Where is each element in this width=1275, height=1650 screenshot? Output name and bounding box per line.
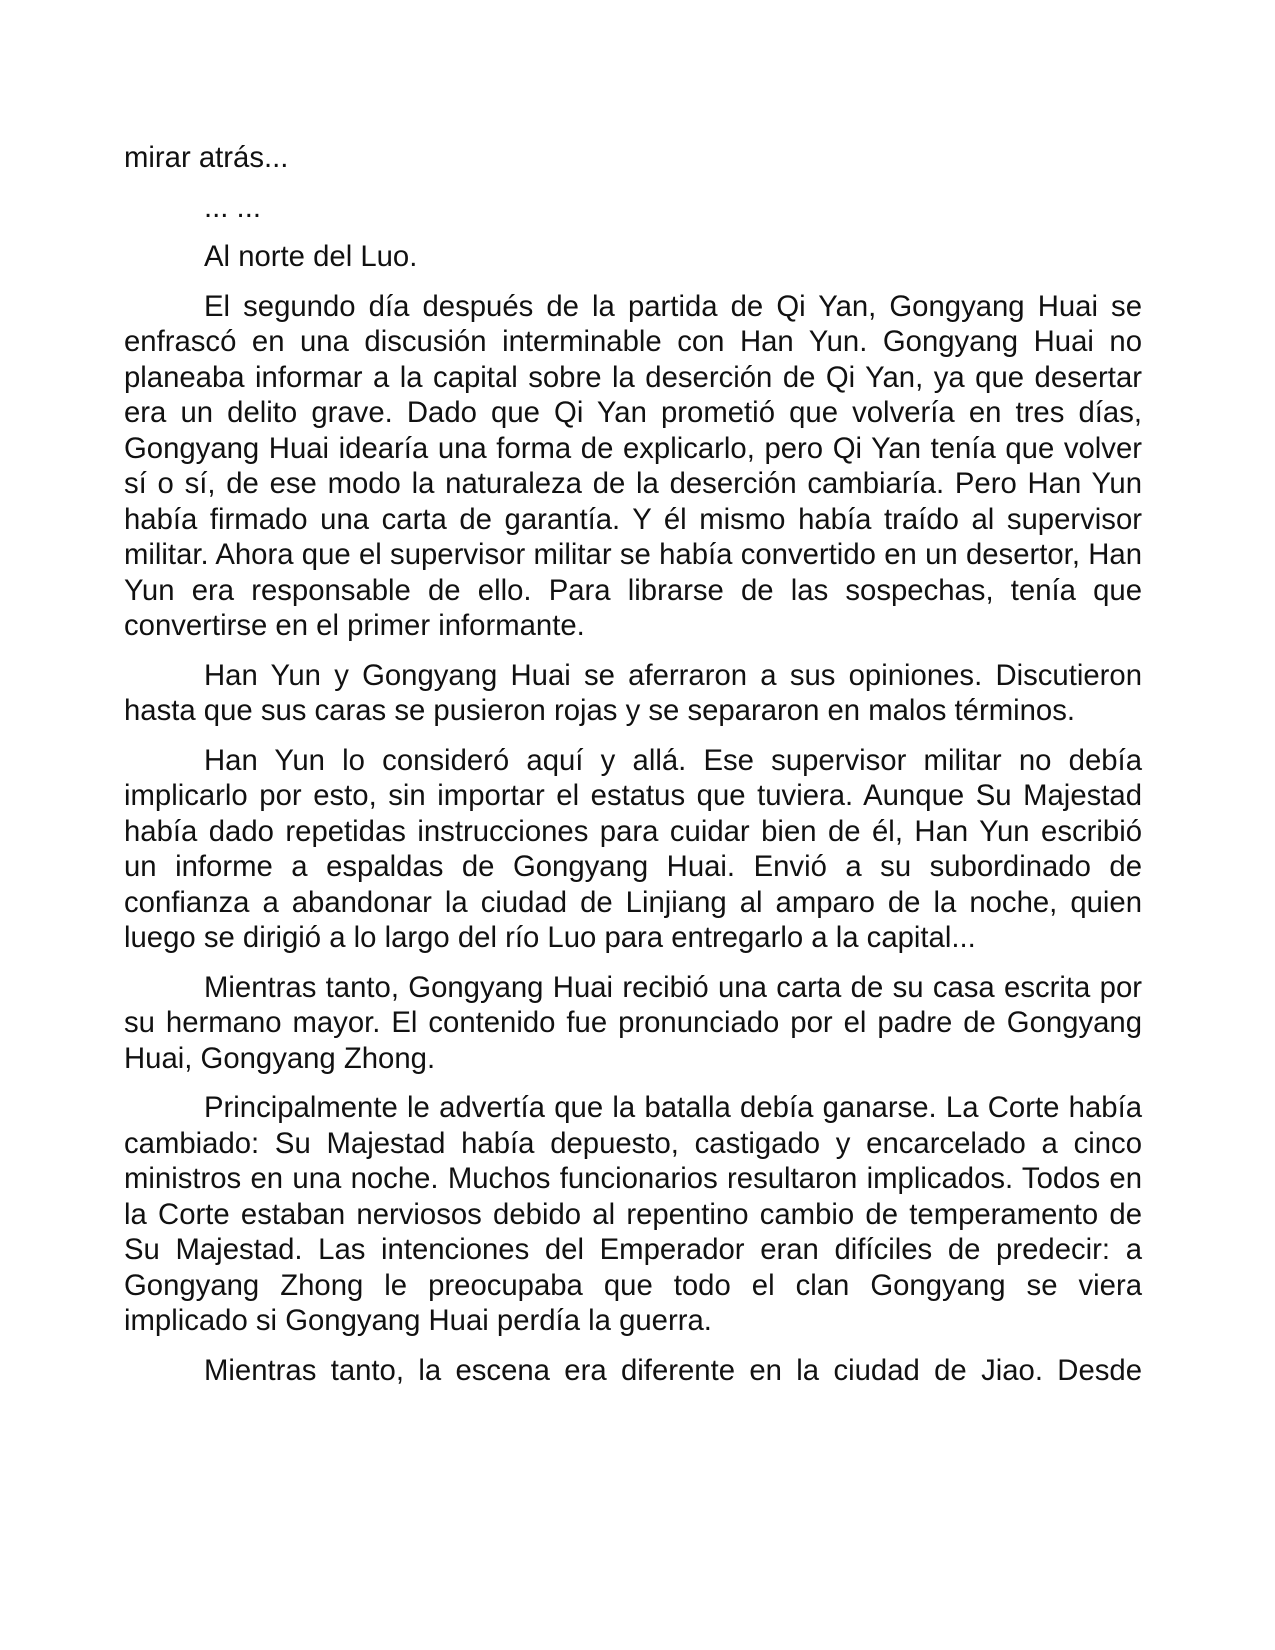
paragraph-truncated: Mientras tanto, la escena era diferente en la ciudad de Jiao. Desde — [204, 1353, 1142, 1387]
paragraph: Han Yun lo consideró aquí y allá. Ese supervisor militar no debía implicarlo por esto, sin importar el estatus que tuviera. Aunque Su Majestad había dado repetidas instrucciones para cuidar bien de él, Han Yun escribió un informe a espaldas de Gongyang Huai. Envió a su subordinado de confianza a abandonar la ciudad de Linjiang al amparo de la noche, quien luego se dirigió a lo largo del río Luo para entregarlo a la capital... — [124, 743, 1142, 954]
paragraph: Principalmente le advertía que la batalla debía ganarse. La Corte había cambiado: Su Majestad había depuesto, castigado y encarcelado a cinco ministros en una noche. Muchos funcionarios resultaron implicados. Todos en la Corte estaban nerviosos debido al repentino cambio de temperamento de Su Majestad. Las intenciones del Emperador eran difíciles de predecir: a Gongyang Zhong le preocupaba que todo el clan Gongyang se viera implicado si Gongyang Huai perdía la guerra. — [124, 1091, 1142, 1337]
text-body — [124, 140, 1142, 1402]
paragraph: El segundo día después de la partida de Qi Yan, Gongyang Huai se enfrascó en una discusión interminable con Han Yun. Gongyang Huai no planeaba informar a la capital sobre la deserción de Qi Yan, ya que desertar era un delito grave. Dado que Qi Yan prometió que volvería en tres días, Gongyang Huai idearía una forma de explicarlo, pero Qi Yan tenía que volver sí o sí, de ese modo la naturaleza de la deserción cambiaría. Pero Han Yun había firmado una carta de garantía. Y él mismo había traído al supervisor militar. Ahora que el supervisor militar se había convertido en un desertor, Han Yun era responsable de ello. Para librarse de las sospechas, tenía que convertirse en el primer informante. — [124, 289, 1142, 642]
paragraph: Mientras tanto, Gongyang Huai recibió una carta de su casa escrita por su hermano mayor. El contenido fue pronunciado por el padre de Gongyang Huai, Gongyang Zhong. — [124, 970, 1142, 1075]
paragraph-location: Al norte del Luo. — [204, 240, 418, 273]
paragraph: Han Yun y Gongyang Huai se aferraron a sus opiniones. Discutieron hasta que sus caras se pusieron rojas y se separaron en malos términos. — [124, 658, 1142, 727]
paragraph-ellipsis: ... ... — [204, 190, 261, 224]
paragraph-continuation: mirar atrás... — [124, 141, 289, 174]
